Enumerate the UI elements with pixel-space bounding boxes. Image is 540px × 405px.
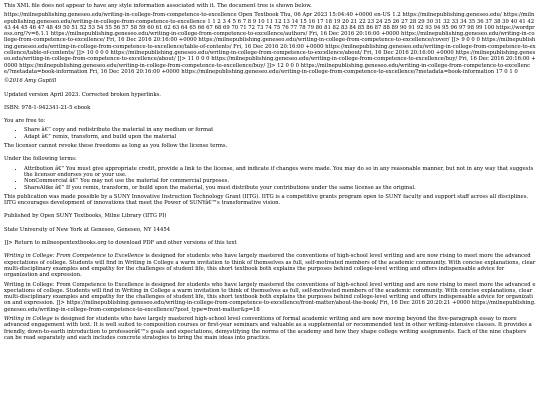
book-description-1 bbox=[4, 253, 536, 278]
suny-grant-note: This publication was made possible by a SUNY Innovative Instruction Technology Grant (IITG). IITG is a competitive grants program open to SUNY faculty and support staff across all disciplines. IITG encourages development of innovations that meet the Power of SUNYâ€™s transformative vision. bbox=[4, 193, 529, 207]
updated-note: Updated version April 2023. Corrected broken hyperlinks. bbox=[4, 91, 161, 98]
freedom-share: • Share â€” copy and redistribute the material in any medium or format bbox=[24, 127, 536, 133]
university: State University of New York at Geneseo, Geneseo, NY 14454 bbox=[4, 226, 171, 233]
book-description-3-text: is designed for students who have largely mastered high-school level conventions of formal academic writing and are now moving beyond the five-paragraph essay to more advanced engagement with text. It is well suited to composition courses or first-year seminars and valuable as a supplemental or recommended text in other writing-intensive classes. It provides a friendly, down-to-earth introduction to professorâ€™s goals and expectations, demystifying the norms of the academy and how they shape college writing assignments. Each of the nine chapters can be read separately and each includes concrete strategies to bring the main ideas into practice. bbox=[4, 315, 532, 341]
xml-notice: This XML file does not appear to have any style information associated with it. The document tree is shown below. bbox=[4, 3, 312, 9]
copyright-text: ©2016 Amy Guptill bbox=[4, 78, 57, 85]
free-to-heading: You are free to: bbox=[4, 118, 46, 125]
freedoms-list bbox=[4, 127, 536, 140]
licensor-note: The licensor cannot revoke these freedoms as long as you follow the license terms. bbox=[4, 143, 228, 150]
term-noncommercial: • NonCommercial â€” You may not use the material for commercial purposes. bbox=[24, 178, 536, 184]
freedom-adapt: • Adapt â€” remix, transform, and build upon the material bbox=[24, 134, 536, 140]
term-attribution: • Attribution â€” You must give appropriate credit, provide a link to the license, and indicate if changes were made. You may do so in any reasonable manner, but not in any way that suggests the licensor endorses you or your use. bbox=[24, 166, 536, 179]
terms-list bbox=[4, 166, 536, 191]
book-description-2: Writing in College: From Competence to Excellence is designed for students who have largely mastered the conventions of high-school level writing and are now rising to meet more the advanced expectations of college. Students will find in Writing in College a warm invitation to think of themselves as full, self-motivated members of the academic community. With concise explanations, clear multi-disciplinary examples and empathy for the challenges of student life, this short textbook both explains the purposes behind college-level writing and offers indispensable advice for organization and expression. ]]> https://milnepublishing.geneseo.edu/writing-in-college-from-competence-to-excellence/front-matter/about-the-book/ Fri, 16 Dec 2016 20:20:21 +0000 https://milnepublishing.geneseo.edu/writing-in-college-from-competence-to-excellence/?post_type=front-matter&p=18 bbox=[4, 281, 536, 313]
book-description-1-text: is designed for students who have largely mastered the conventions of high-school level writing and are now rising to meet more the advanced expectations of college. Students will find in Writing in College a warm invitation to think of themselves as full, self-motivated members of the academic community. With concise explanations, clear multi-disciplinary examples and empathy for the challenges of student life, this short textbook both explains the purposes behind college-level writing and offers indispensable advice for organization and expression. bbox=[4, 253, 536, 279]
term-sharealike: • ShareAlike â€” If you remix, transform, or build upon the material, you must distribute your contributions under the same license as the original. bbox=[24, 185, 536, 191]
book-title-short: Writing in College bbox=[4, 315, 53, 322]
xml-dump-text: https://milnepublishing.geneseo.edu/writing-in-college-from-competence-to-excellence Open Textbook Thu, 06 Apr 2023 15:04:40 +0000 en-US 1.2 https://milnepublishing.geneseo.edu/ https://milnepublishing.geneseo.edu/writing-in-college-from-competence-to-excellence 1 1 2 3 4 5 6 7 8 9 10 11 12 13 14 15 16 17 18 19 20 21 22 23 24 25 26 27 28 29 30 31 32 33 34 35 36 37 38 39 40 41 42 43 44 45 46 47 48 49 50 51 52 53 54 55 56 57 58 59 60 61 62 63 64 65 66 67 68 69 70 71 72 73 74 75 76 77 78 79 80 81 82 83 84 85 86 87 88 89 90 91 92 93 94 95 96 97 98 99 100 https://wordpress.org/?v=6.1.1 https://milnepublishing.geneseo.edu/writing-in-college-from-competence-to-excellence/authors/ Fri, 16 Dec 2016 20:16:00 +0000 https://milnepublishing.geneseo.edu/writing-in-college-from-competence-to-excellence/ Fri, 16 Dec 2016 20:16:00 +0000 https://milnepublishing.geneseo.edu/writing-in-college-from-competence-to-excellence/cover/ ]]> 9 0 0 0 https://milnepublishing.geneseo.edu/writing-in-college-from-competence-to-excellence/table-of-contents/ Fri, 16 Dec 2016 20:16:00 +0000 https://milnepublishing.geneseo.edu/writing-in-college-from-competence-to-excellence/table-of-contents/ ]]> 10 0 0 0 https://milnepublishing.geneseo.edu/writing-in-college-from-competence-to-excellence/about/ Fri, 16 Dec 2016 20:16:00 +0000 https://milnepublishing.geneseo.edu/writing-in-college-from-competence-to-excellence/about/ ]]> 11 0 0 0 https://milnepublishing.geneseo.edu/writing-in-college-from-competence-to-excellence/buy/ Fri, 16 Dec 2016 20:16:00 +0000 https://milnepublishing.geneseo.edu/writing-in-college-from-competence-to-excellence/buy/ ]]> 12 0 0 0 https://milnepublishing.geneseo.edu/writing-in-college-from-competence-to-excellence/?metadata=book-information Fri, 16 Dec 2016 20:16:00 +0000 https://milnepublishing.geneseo.edu/writing-in-college-from-competence-to-excellence/?metadata=book-information 17 0 1 0 bbox=[4, 12, 536, 75]
publisher: Published by Open SUNY Textbooks, Milne Library (IITG PI) bbox=[4, 213, 167, 220]
isbn: ISBN: 978-1-942341-21-5 ebook bbox=[4, 104, 91, 111]
book-description-3 bbox=[4, 316, 536, 341]
return-link[interactable]: ]]> Return to milneopentextbooks.org to download PDF and other versions of this text bbox=[4, 240, 237, 247]
book-title: Writing in College: From Competence to Excellence bbox=[4, 253, 144, 260]
terms-heading: Under the following terms: bbox=[4, 156, 77, 163]
copyright bbox=[4, 78, 536, 84]
